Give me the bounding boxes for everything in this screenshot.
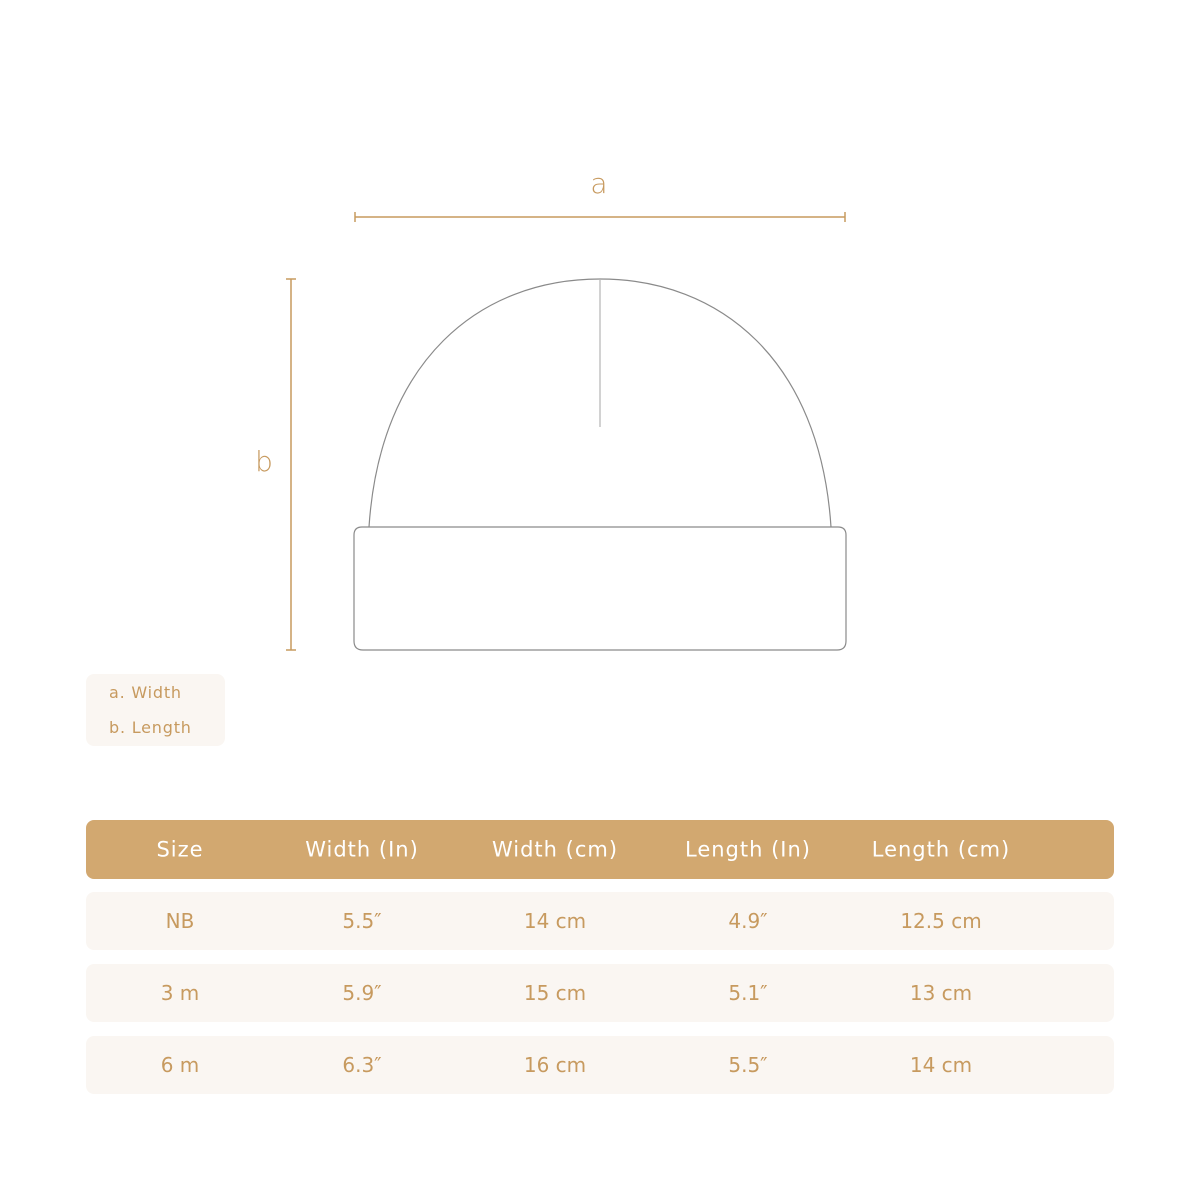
length-label: b: [255, 445, 273, 478]
cell-size: 6 m: [160, 1053, 200, 1077]
header-length-cm: Length (cm): [871, 837, 1011, 861]
length-dimension-line: [286, 279, 296, 650]
legend-item-length: b. Length: [109, 718, 192, 737]
cell-width-cm: 16 cm: [523, 1053, 587, 1077]
header-width-in: Width (In): [305, 837, 419, 861]
cell-width-in: 5.5″: [342, 909, 382, 933]
cell-length-in: 5.5″: [728, 1053, 768, 1077]
width-dimension-line: [355, 212, 845, 222]
cell-width-cm: 15 cm: [523, 981, 587, 1005]
cell-length-cm: 13 cm: [909, 981, 973, 1005]
table-row: [86, 892, 1114, 950]
cell-length-in: 4.9″: [728, 909, 768, 933]
cell-length-in: 5.1″: [728, 981, 768, 1005]
table-row: [86, 1036, 1114, 1094]
legend-item-width: a. Width: [109, 683, 182, 702]
header-length-in: Length (In): [685, 837, 811, 861]
header-width-cm: Width (cm): [491, 837, 619, 861]
cell-width-in: 5.9″: [342, 981, 382, 1005]
cell-size: NB: [165, 909, 195, 933]
cell-width-in: 6.3″: [342, 1053, 382, 1077]
table-row: [86, 964, 1114, 1022]
cell-length-cm: 12.5 cm: [900, 909, 982, 933]
hat-cuff: [354, 527, 846, 650]
legend-box: [86, 674, 225, 746]
width-label: a: [590, 167, 608, 200]
table-header: [86, 820, 1114, 879]
header-size: Size: [156, 837, 204, 861]
cell-length-cm: 14 cm: [909, 1053, 973, 1077]
cell-width-cm: 14 cm: [523, 909, 587, 933]
cell-size: 3 m: [160, 981, 200, 1005]
